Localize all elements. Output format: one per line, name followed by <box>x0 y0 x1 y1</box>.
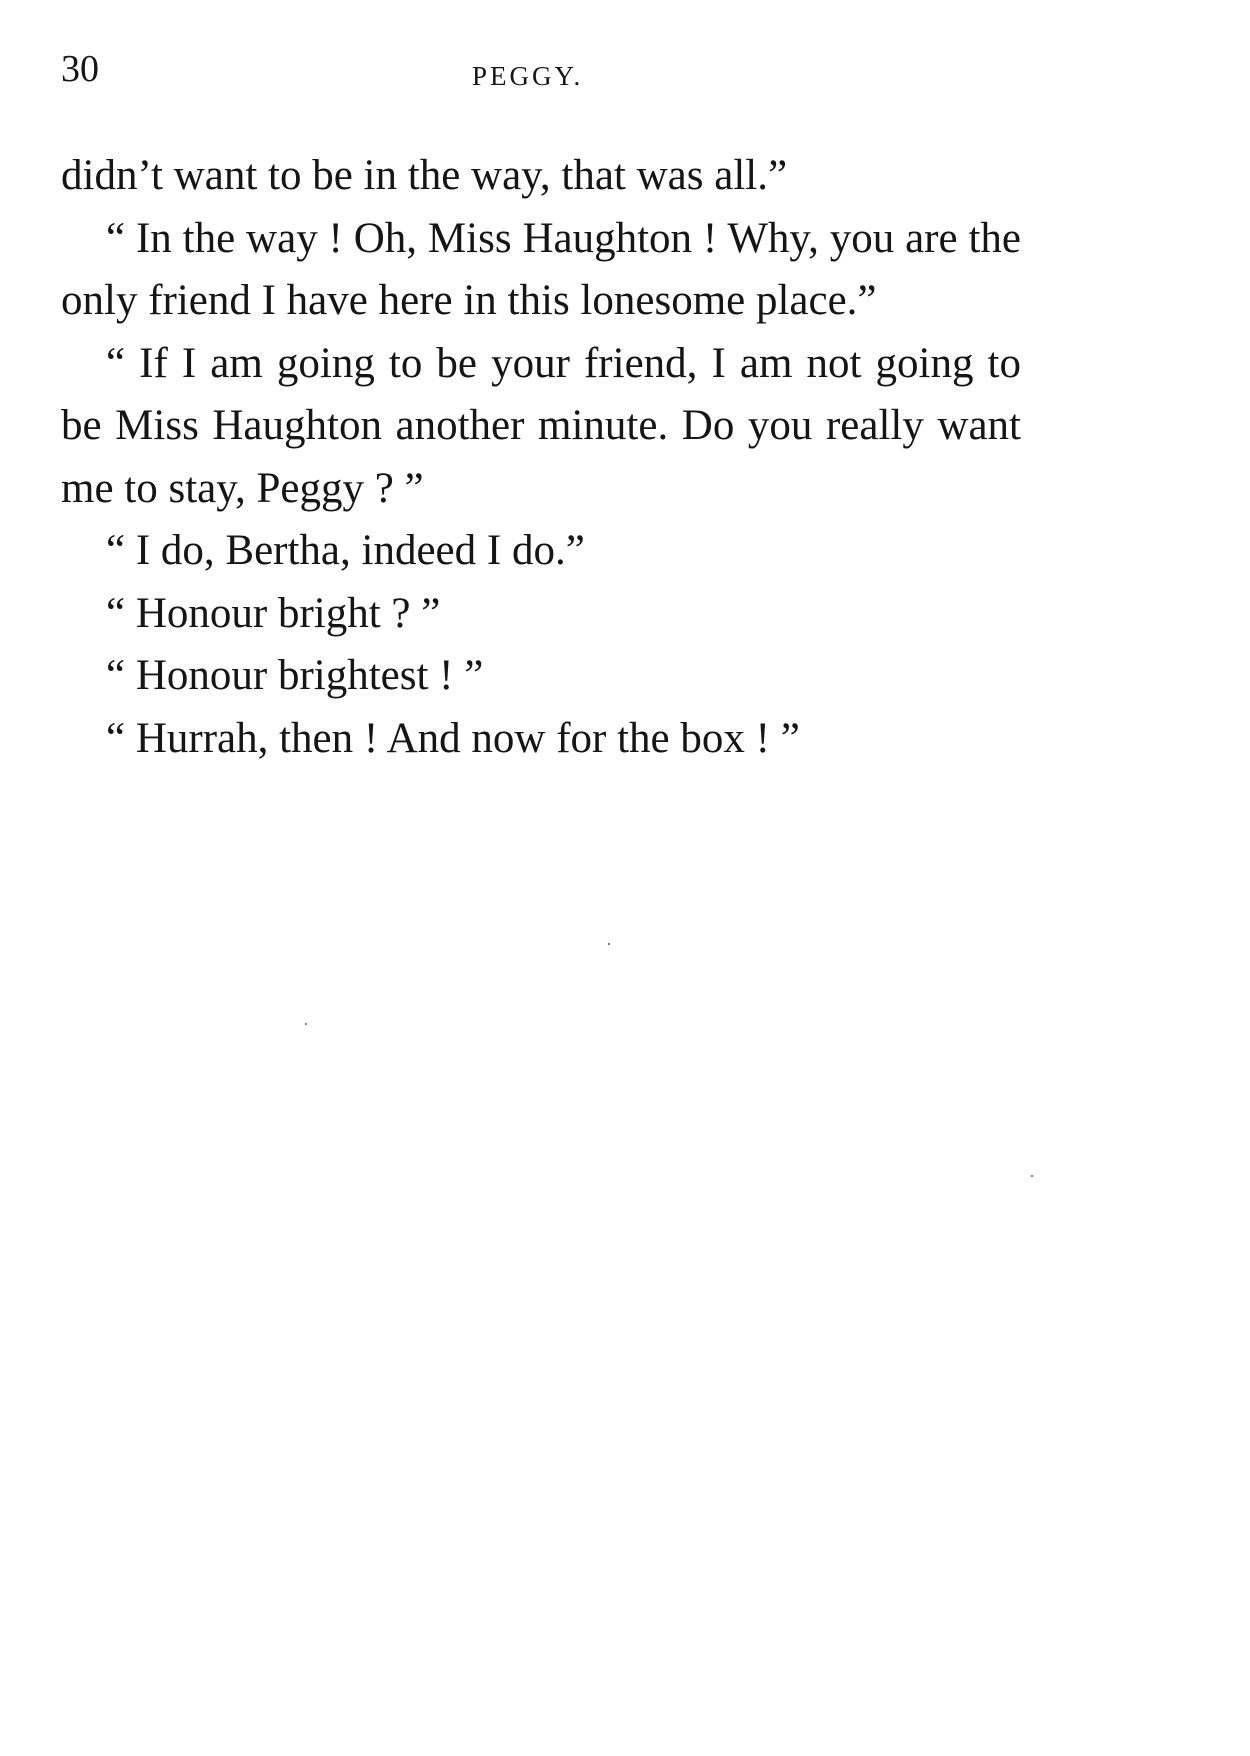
body-text <box>61 145 1021 770</box>
running-title: PEGGY. <box>472 61 584 91</box>
scan-speck <box>608 943 610 945</box>
paragraph: “ In the way ! Oh, Miss Haughton ! Why, you are the only friend I have here in this lonesome place.” <box>61 214 1021 324</box>
paragraph: “ Honour bright ? ” <box>106 589 441 637</box>
paragraph: “ Honour brightest ! ” <box>106 652 484 699</box>
paragraph: didn’t want to be in the way, that was all.” <box>61 152 788 199</box>
paragraph: “ Hurrah, then ! And now for the box ! ” <box>106 714 800 762</box>
scan-speck <box>1031 1175 1033 1177</box>
scan-speck <box>305 1023 307 1025</box>
paragraph: “ If I am going to be your friend, I am not going to be Miss Haughton another minute. Do you really want me to stay, Peggy ? ” <box>61 339 1021 512</box>
paragraph: “ I do, Bertha, indeed I do.” <box>106 527 585 574</box>
page-number: 30 <box>61 48 99 90</box>
